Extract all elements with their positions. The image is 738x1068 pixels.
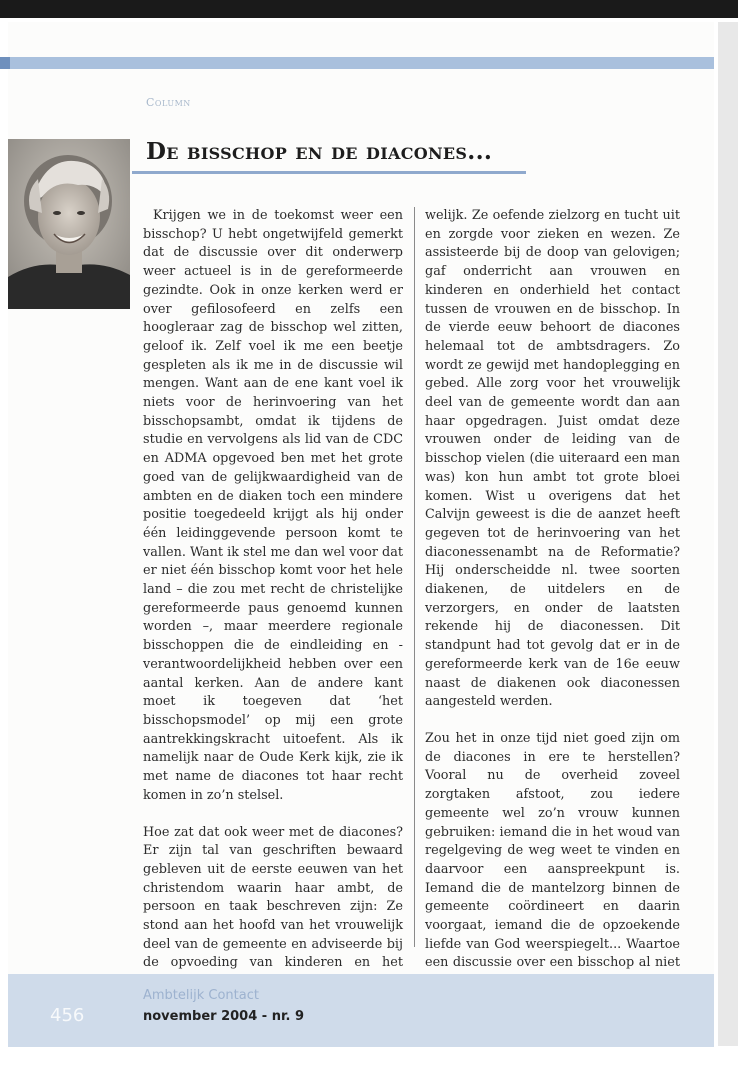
- column-section-label: Column: [146, 96, 191, 109]
- article-column-1: [143, 207, 403, 1010]
- next-page-edge: [718, 22, 738, 1046]
- footer-band: [8, 974, 714, 1047]
- paragraph: Hoe zat dat ook weer met de diacones? Er zijn tal van geschriften bewaard gebleven uit de eerste eeuwen van het christendom waarin haar ambt, de persoon en taak beschreven zijn: Ze stond aan het hoofd van het vrouwelijk deel van de gemeente en adviseerde bij de opvoeding van kinderen en het: [143, 824, 403, 971]
- article-column-2: [425, 207, 680, 1029]
- article-title: De bisschop en de diacones...: [146, 138, 493, 165]
- author-photo: [8, 139, 130, 309]
- column-divider: [414, 207, 415, 947]
- top-accent-band-tab: [0, 57, 10, 69]
- paragraph: Krijgen we in de toekomst weer een bisschop? U hebt ongetwijfeld gemerkt dat de discussie over dit onderwerp weer actueel is in de gereformeerde gezindte. Ook in onze kerken werd er over gefilosofeerd en zelfs een hoogleraar zag de bisschop wel zitten, geloof ik. Zelf voel ik me een beetje gespleten als ik me in de discussie wil mengen. Want aan de ene kant voel ik niets voor de herinvoering van het bisschopsambt, omdat ik tijdens de studie en vervolgens als lid van de CDC en ADMA opgevoed ben met het grote goed van de gelijkwaardigheid van de ambten en de diaken toch een mindere positie toegedeeld krijgt als hij onder één leidinggevende persoon komt te vallen. Want ik stel me dan wel voor dat er niet één bisschop komt voor het hele land – die zou met recht de christelijke gereformeerde paus genoemd kunnen worden –, maar meerdere regionale bisschoppen die de eindleiding en -verantwoordelijkheid hebben over een aantal kerken. Aan de andere kant moet ik toegeven dat ‘het bisschopsmodel’ op mij een grote aantrekkingskracht uitoefent. Als ik namelijk naar de Oude Kerk kijk, zie ik met name de diacones tot haar recht komen in zo’n stelsel.: [143, 208, 403, 803]
- scan-bottom-edge: [0, 1050, 738, 1068]
- paragraph: Zou het in onze tijd niet goed zijn om de diacones in ere te herstellen? Vooral nu de overheid zoveel zorgtaken afstoot, zou iedere gemeente wel zo’n vrouw kunnen gebruiken: iemand die in het woud van regelgeving de weg weet te vinden en daarvoor een aanspreekpunt is. Iemand die de mantelzorg binnen de gemeente coördineert en daarin voorgaat, iemand die de opzoekende liefde van God weerspiegelt... Waartoe een discussie over een bisschop al niet: [425, 730, 680, 971]
- paragraph: welijk. Ze oefende zielzorg en tucht uit en zorgde voor zieken en wezen. Ze assisteerde bij de doop van gelovigen; gaf onderricht aan vrouwen en kinderen en onderhield het contact tussen de vrouwen en de bisschop. In de vierde eeuw behoort de diacones helemaal tot de ambtsdragers. Zo wordt ze gewijd met handoplegging en gebed. Alle zorg voor het vrouwelijk deel van de gemeente wordt dan aan haar opgedragen. Juist omdat deze vrouwen onder de leiding van de bisschop vielen (die uiteraard een man was) kon hun ambt tot grote bloei komen. Wist u overigens dat het Calvijn geweest is die de aanzet heeft gegeven tot de herinvoering van het diaconessenambt na de Reformatie? Hij onderscheidde nl. twee soorten diakenen, de uitdelers en de verzorgers, en onder de laatsten rekende hij de diaconessen. Dit standpunt had tot gevolg dat er in de gereformeerde kerk van de 16e eeuw naast de diakenen ook diaconessen aangesteld werden.: [425, 208, 680, 710]
- scan-top-edge: [0, 0, 738, 18]
- top-accent-band: [8, 57, 714, 69]
- issue-label: november 2004 - nr. 9: [143, 1009, 305, 1024]
- title-underline: [132, 171, 526, 174]
- magazine-name: Ambtelijk Contact: [143, 988, 259, 1003]
- page-number: 456: [50, 1005, 85, 1026]
